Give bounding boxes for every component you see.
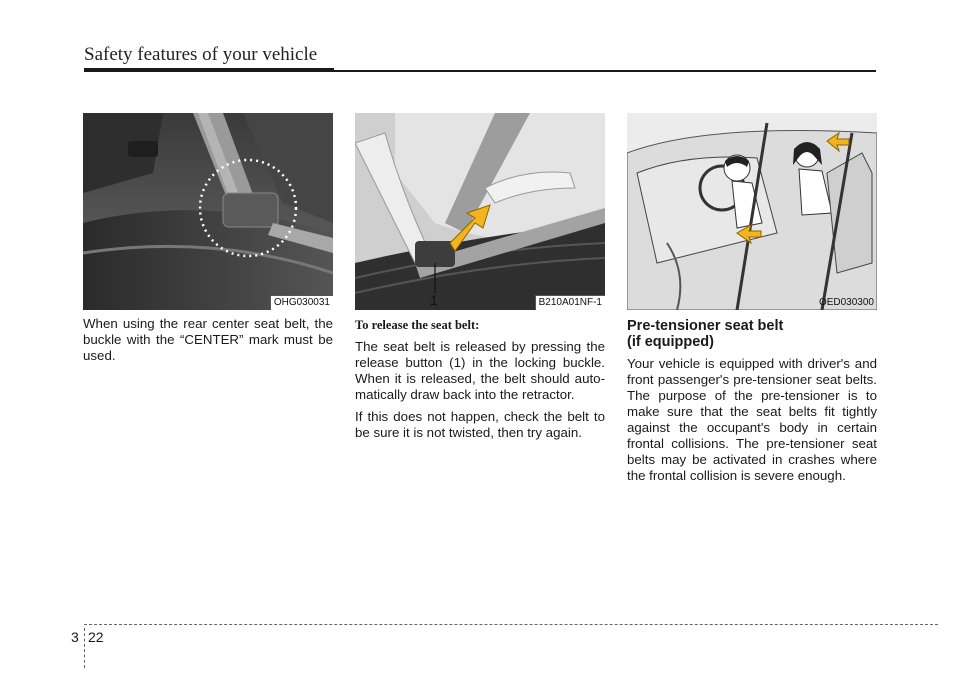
footer-vertical-rule: [84, 628, 85, 668]
pretensioner-illustration: [627, 113, 877, 310]
page-number: 22: [88, 629, 104, 645]
section-heading-line: (if equipped): [627, 334, 714, 350]
column-release-belt: [355, 113, 605, 441]
section-heading: [627, 318, 877, 350]
footer-rule: [84, 624, 938, 625]
figure-rear-center-buckle: [83, 113, 333, 310]
rear-seat-photo: [83, 113, 333, 310]
figure-code: OHG030031: [270, 295, 333, 310]
paragraph: When using the rear center seat belt, the buckle with the “CENTER” mark must be used.: [83, 316, 333, 363]
column-pretensioner: [627, 113, 877, 484]
subheading: To release the seat belt:: [355, 318, 480, 332]
figure-pretensioner: [627, 113, 877, 310]
paragraph: The seat belt is released by pressing the release button (1) in the locking buckle. When it is released, the belt should auto-matically draw back into the retractor.: [355, 339, 605, 402]
figure-code: B210A01NF-1: [535, 295, 605, 310]
column-rear-center-belt: [83, 113, 333, 364]
header-rule-thin: [334, 70, 876, 72]
chapter-number: 3: [71, 629, 79, 645]
paragraph: Your vehicle is equipped with driver's and front passenger's pre-tensioner seat belts. The purpose of the pre-tensioner is to make sure that the seat belts fit tightly against the occupant's body in certain frontal collisions. The pre-tensioner seat belts may be activated in crashes where the frontal collision is severe enough.: [627, 356, 877, 483]
paragraph: If this does not happen, check the belt to be sure it is not twisted, then try again.: [355, 409, 605, 440]
page-header-title: Safety features of your vehicle: [84, 44, 318, 65]
section-heading-line: Pre-tensioner seat belt: [627, 318, 784, 334]
release-buckle-photo: [355, 113, 605, 310]
header-rule-thick: [84, 68, 334, 72]
figure-code: OED030300: [818, 297, 874, 308]
callout-label: 1: [430, 292, 438, 308]
figure-release-buckle: [355, 113, 605, 310]
